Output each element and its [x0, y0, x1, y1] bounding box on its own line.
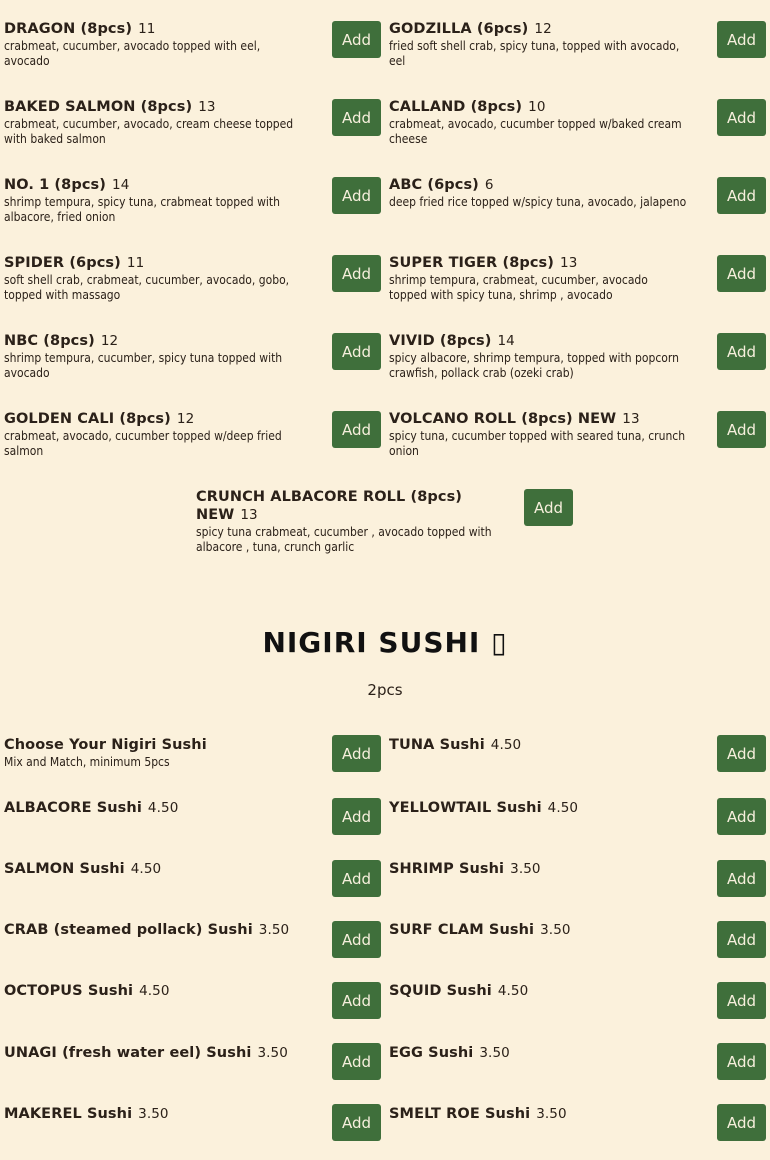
item-price: 11 — [138, 21, 156, 37]
menu-item — [385, 848, 766, 909]
item-name: CRUNCH ALBACORE ROLL (8pcs) NEW — [196, 489, 463, 523]
item-name-line — [4, 332, 304, 350]
menu-item — [0, 0, 381, 70]
item-name: CALLAND (8pcs) — [389, 99, 523, 115]
item-description: soft shell crab, crabmeat, cucumber, avocado, gobo, topped with massago — [4, 273, 290, 302]
add-button[interactable]: Add — [332, 735, 381, 772]
menu-item — [385, 234, 766, 304]
item-name: Choose Your Nigiri Sushi — [4, 737, 207, 753]
item-description: crabmeat, avocado, cucumber topped w/baked cream cheese — [389, 117, 682, 146]
add-button[interactable]: Add — [332, 921, 381, 958]
menu-item — [385, 0, 766, 70]
item-name-line — [389, 921, 689, 939]
item-name: SPIDER (6pcs) — [4, 255, 121, 271]
item-name-line — [389, 410, 689, 428]
item-description: crabmeat, cucumber, avocado topped with eel, avocado — [4, 39, 261, 68]
item-description: spicy albacore, shrimp tempura, topped with popcorn crawfish, pollack crab (ozeki crab) — [389, 351, 679, 380]
item-price: 6 — [484, 177, 494, 193]
item-price: 4.50 — [497, 983, 529, 999]
item-name-line — [4, 1044, 304, 1062]
item-name: NO. 1 (8pcs) — [4, 177, 106, 193]
item-name-line — [4, 860, 304, 878]
menu-item — [0, 1092, 381, 1153]
add-button[interactable]: Add — [524, 489, 573, 526]
add-button[interactable]: Add — [717, 982, 766, 1019]
menu-item — [0, 390, 381, 460]
item-name: ABC (6pcs) — [389, 177, 479, 193]
item-price: 3.50 — [510, 861, 541, 877]
add-button[interactable]: Add — [717, 1043, 766, 1080]
item-name-line — [389, 860, 689, 878]
item-name: EGG Sushi — [389, 1045, 474, 1061]
item-price: 3.50 — [258, 922, 290, 938]
item-description: spicy tuna, cucumber topped with seared tuna, crunch onion — [389, 429, 686, 458]
add-button[interactable]: Add — [717, 21, 766, 58]
add-button[interactable]: Add — [717, 255, 766, 292]
section-title-text: NIGIRI SUSHI — [262, 626, 481, 659]
item-name-line — [389, 736, 689, 754]
item-name-line — [389, 98, 689, 116]
item-name: YELLOWTAIL Sushi — [389, 800, 542, 816]
item-name: GODZILLA (6pcs) — [389, 21, 529, 37]
item-name: BAKED SALMON (8pcs) — [4, 99, 193, 115]
item-name-line — [4, 736, 304, 754]
item-price: 4.50 — [130, 861, 162, 877]
add-button[interactable]: Add — [717, 177, 766, 214]
menu-item — [385, 78, 766, 148]
add-button[interactable]: Add — [332, 177, 381, 214]
menu-item — [0, 909, 381, 970]
item-price: 3.50 — [479, 1045, 510, 1061]
item-name-line — [4, 254, 304, 272]
item-name-line — [389, 799, 689, 817]
sushi-emoji-icon: ▯ — [491, 626, 508, 659]
item-name-line — [389, 1044, 689, 1062]
menu-item — [0, 970, 381, 1031]
item-name-line — [4, 1105, 304, 1123]
item-price: 12 — [534, 21, 552, 37]
item-name: CRAB (steamed pollack) Sushi — [4, 922, 253, 938]
menu-item — [0, 787, 381, 848]
menu-item — [0, 312, 381, 382]
item-name-line — [389, 254, 689, 272]
item-name: SUPER TIGER (8pcs) — [389, 255, 555, 271]
item-name-line — [389, 982, 689, 1000]
item-name-line — [4, 921, 304, 939]
item-price: 13 — [622, 411, 640, 427]
item-description: shrimp tempura, crabmeat, cucumber, avocado topped with spicy tuna, shrimp , avocado — [389, 273, 648, 302]
add-button[interactable]: Add — [332, 99, 381, 136]
add-button[interactable]: Add — [332, 333, 381, 370]
menu-item — [0, 848, 381, 909]
menu-item — [385, 1092, 766, 1153]
item-price: 3.50 — [540, 922, 571, 938]
menu-item — [385, 909, 766, 970]
item-price: 3.50 — [536, 1106, 567, 1122]
menu-item — [385, 390, 766, 460]
item-name: MAKEREL Sushi — [4, 1106, 133, 1122]
item-name: DRAGON (8pcs) — [4, 21, 133, 37]
item-name-line — [4, 799, 304, 817]
item-name: OCTOPUS Sushi — [4, 983, 134, 999]
item-price: 12 — [176, 411, 195, 427]
add-button[interactable]: Add — [717, 921, 766, 958]
menu-item — [385, 970, 766, 1031]
item-price: 3.50 — [257, 1045, 288, 1061]
item-name: SALMON Sushi — [4, 861, 125, 877]
item-name: SMELT ROE Sushi — [389, 1106, 531, 1122]
section-subtitle: 2pcs — [367, 681, 403, 699]
item-name-line — [389, 1105, 689, 1123]
item-name-line — [389, 20, 689, 38]
menu-item — [385, 312, 766, 382]
add-button[interactable]: Add — [332, 860, 381, 897]
item-price: 14 — [497, 333, 515, 349]
menu-item — [0, 724, 381, 785]
item-price: 4.50 — [490, 737, 522, 753]
item-price: 4.50 — [147, 800, 179, 816]
item-price: 11 — [126, 255, 145, 271]
add-button[interactable]: Add — [332, 1043, 381, 1080]
add-button[interactable]: Add — [332, 982, 381, 1019]
item-name-line — [4, 176, 304, 194]
add-button[interactable]: Add — [717, 860, 766, 897]
item-description: shrimp tempura, spicy tuna, crabmeat topped with albacore, fried onion — [4, 195, 280, 224]
add-button[interactable]: Add — [332, 1104, 381, 1141]
item-name: TUNA Sushi — [389, 737, 485, 753]
item-price: 14 — [112, 177, 130, 193]
menu-item — [385, 1031, 766, 1092]
item-name-line — [389, 332, 689, 350]
menu-item — [0, 1031, 381, 1092]
item-description: crabmeat, cucumber, avocado, cream cheese topped with baked salmon — [4, 117, 294, 146]
item-price: 13 — [240, 507, 258, 523]
item-name: NBC (8pcs) — [4, 333, 95, 349]
item-price: 13 — [560, 255, 578, 271]
item-name: SHRIMP Sushi — [389, 861, 505, 877]
menu-item — [385, 156, 766, 226]
item-price: 4.50 — [139, 983, 170, 999]
add-button[interactable]: Add — [717, 99, 766, 136]
menu-item — [0, 78, 381, 148]
add-button[interactable]: Add — [717, 333, 766, 370]
menu-item — [385, 724, 766, 785]
item-name: VIVID (8pcs) — [389, 333, 492, 349]
menu-item — [0, 156, 381, 226]
item-name-line — [389, 176, 689, 194]
add-button[interactable]: Add — [717, 411, 766, 448]
add-button[interactable]: Add — [332, 21, 381, 58]
item-name: UNAGI (fresh water eel) Sushi — [4, 1045, 252, 1061]
menu-item — [192, 468, 573, 558]
item-name: VOLCANO ROLL (8pcs) NEW — [389, 411, 617, 427]
add-button[interactable]: Add — [332, 255, 381, 292]
add-button[interactable]: Add — [332, 798, 381, 835]
section-title — [0, 626, 770, 659]
item-price: 3.50 — [138, 1106, 169, 1122]
item-name: ALBACORE Sushi — [4, 800, 142, 816]
item-description: deep fried rice topped w/spicy tuna, avocado, jalapeno — [389, 195, 687, 209]
item-name-line — [196, 488, 466, 524]
item-description: fried soft shell crab, spicy tuna, topped with avocado, eel — [389, 39, 680, 68]
item-name-line — [4, 98, 304, 116]
menu-item — [385, 787, 766, 848]
add-button[interactable]: Add — [717, 798, 766, 835]
item-name-line — [4, 982, 304, 1000]
item-price: 13 — [198, 99, 216, 115]
item-price: 10 — [528, 99, 546, 115]
item-name: GOLDEN CALI (8pcs) — [4, 411, 171, 427]
item-description: crabmeat, avocado, cucumber topped w/deep fried salmon — [4, 429, 282, 458]
item-description: Mix and Match, minimum 5pcs — [4, 755, 170, 769]
add-button[interactable]: Add — [717, 735, 766, 772]
add-button[interactable]: Add — [717, 1104, 766, 1141]
item-name-line — [4, 410, 304, 428]
menu-item — [0, 234, 381, 304]
item-name: SURF CLAM Sushi — [389, 922, 535, 938]
add-button[interactable]: Add — [332, 411, 381, 448]
item-name-line — [4, 20, 304, 38]
item-price: 4.50 — [547, 800, 579, 816]
item-price: 12 — [100, 333, 119, 349]
item-description: spicy tuna crabmeat, cucumber , avocado topped with albacore , tuna, crunch garlic — [196, 525, 492, 554]
item-name: SQUID Sushi — [389, 983, 492, 999]
item-description: shrimp tempura, cucumber, spicy tuna topped with avocado — [4, 351, 283, 380]
